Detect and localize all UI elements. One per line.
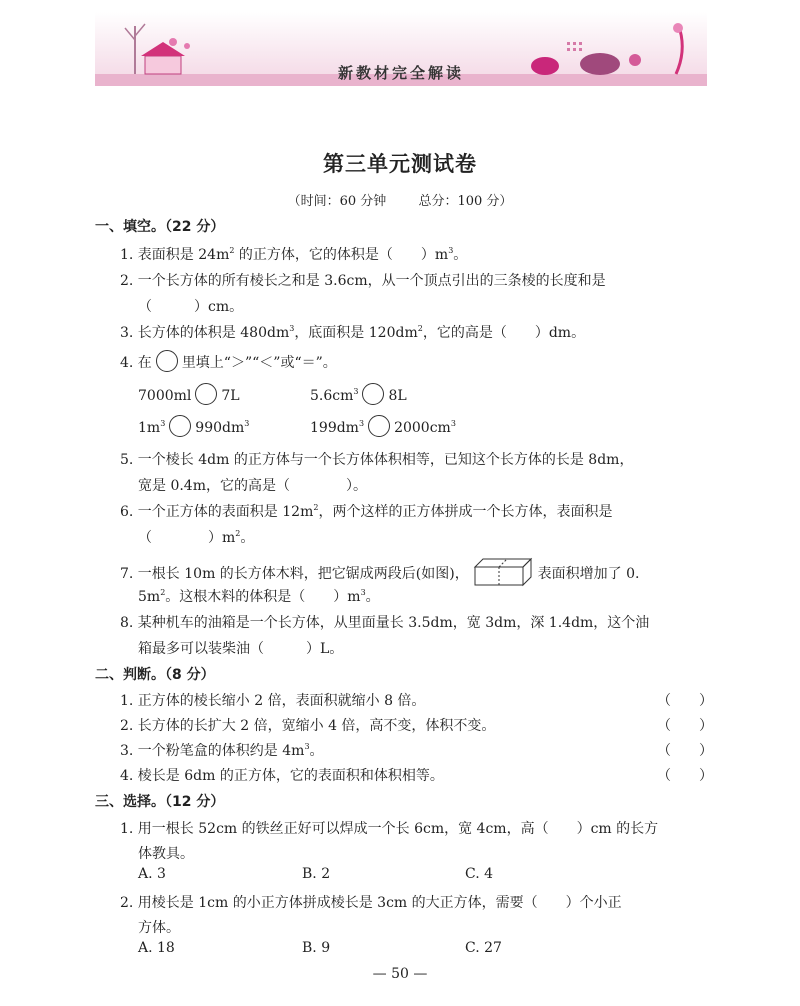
exam-total: 总分：100 分） [418, 194, 513, 209]
question-1-4: 4. 在 里填上“＞”“＜”或“＝”。 [120, 350, 337, 372]
judge-item-1: 1. 正方体的棱长缩小 2 倍，表面积就缩小 8 倍。 [120, 693, 426, 709]
header-banner [95, 12, 707, 86]
judge-item-3: 3. 一个粉笔盒的体积约是 $4m^3$。 [120, 742, 324, 759]
choice-question-1: 1. 用一根长 52cm 的铁丝正好可以焊成一个长 6cm，宽 4cm，高（ ）cm 的长方 [120, 821, 659, 837]
choice-1-option-c[interactable]: C. 4 [465, 866, 494, 882]
question-1-5: 5. 一个棱长 4dm 的正方体与一个长方体体积相等，已知这个长方体的长是 8dm， [120, 452, 634, 468]
compare-row-2b: $199dm^3$ $2000cm^3$ [310, 415, 456, 437]
question-1-7-cont: $5m^2$。这根木料的体积是（ ）$m^3$。 [138, 588, 380, 605]
question-1-8: 8. 某种机车的油箱是一个长方体，从里面量长 3.5dm，宽 3dm，深 1.4dm，这个油 [120, 615, 650, 631]
judge-bracket-2[interactable]: （ ） [657, 718, 713, 734]
compare-circle[interactable] [156, 350, 178, 372]
choice-2-option-a[interactable]: A. 18 [138, 940, 175, 956]
exam-meta [0, 190, 800, 209]
choice-2-option-b[interactable]: B. 9 [302, 940, 331, 956]
compare-circle[interactable] [169, 415, 191, 437]
question-1-6: 6. 一个正方体的表面积是 $12m^2$，两个这样的正方体拼成一个长方体，表面积是 [120, 503, 613, 520]
judge-bracket-3[interactable]: （ ） [657, 743, 713, 759]
compare-circle[interactable] [195, 383, 217, 405]
question-1-1: 1. 表面积是 $24m^2$ 的正方体，它的体积是（ ）$m^3$。 [120, 246, 468, 263]
page-number: — 50 — [372, 966, 428, 982]
judge-bracket-1[interactable]: （ ） [657, 693, 713, 709]
question-1-6-cont: （ ）$m^2$。 [138, 529, 255, 546]
compare-row-1a: 7000ml 7L [138, 383, 240, 405]
banner-title: 新教材完全解读 [337, 64, 464, 82]
compare-circle[interactable] [368, 415, 390, 437]
choice-1-option-b[interactable]: B. 2 [302, 866, 331, 882]
judge-item-4: 4. 棱长是 6dm 的正方体，它的表面积和体积相等。 [120, 768, 444, 784]
choice-question-2-cont: 方体。 [138, 920, 180, 936]
choice-2-option-c[interactable]: C. 27 [465, 940, 502, 956]
wood-block-diagram [473, 557, 533, 587]
section-judge-heading: 二、判断。（8 分） [95, 667, 215, 683]
section-fill-heading: 一、填空。（22 分） [95, 219, 225, 235]
exam-time: （时间：60 分钟 [287, 194, 387, 209]
page-title: 第三单元测试卷 [323, 152, 477, 176]
question-1-5-cont: 宽是 0.4m，它的高是（ ）。 [138, 478, 367, 494]
section-choice-heading: 三、选择。（12 分） [95, 794, 225, 810]
choice-question-2: 2. 用棱长是 1cm 的小正方体拼成棱长是 3cm 的大正方体，需要（ ）个小正 [120, 895, 622, 911]
compare-row-1b: $5.6cm^3$ 8L [310, 383, 407, 405]
question-1-2-cont: （ ）cm。 [138, 299, 244, 315]
compare-row-2a: $1m^3$ $990dm^3$ [138, 415, 249, 437]
question-1-2: 2. 一个长方体的所有棱长之和是 3.6cm，从一个顶点引出的三条棱的长度和是 [120, 273, 606, 289]
question-1-8-cont: 箱最多可以装柴油（ ）L。 [138, 641, 344, 657]
question-1-7: 7. 一根长 10m 的长方体木料，把它锯成两段后(如图)， 表面积增加了 0. [120, 557, 639, 587]
question-1-3: 3. 长方体的体积是 $480dm^3$，底面积是 $120dm^2$，它的高是（ ）dm。 [120, 324, 586, 341]
judge-bracket-4[interactable]: （ ） [657, 768, 713, 784]
compare-circle[interactable] [362, 383, 384, 405]
choice-question-1-cont: 体教具。 [138, 846, 194, 862]
judge-item-2: 2. 长方体的长扩大 2 倍，宽缩小 4 倍，高不变，体积不变。 [120, 718, 496, 734]
choice-1-option-a[interactable]: A. 3 [138, 866, 166, 882]
